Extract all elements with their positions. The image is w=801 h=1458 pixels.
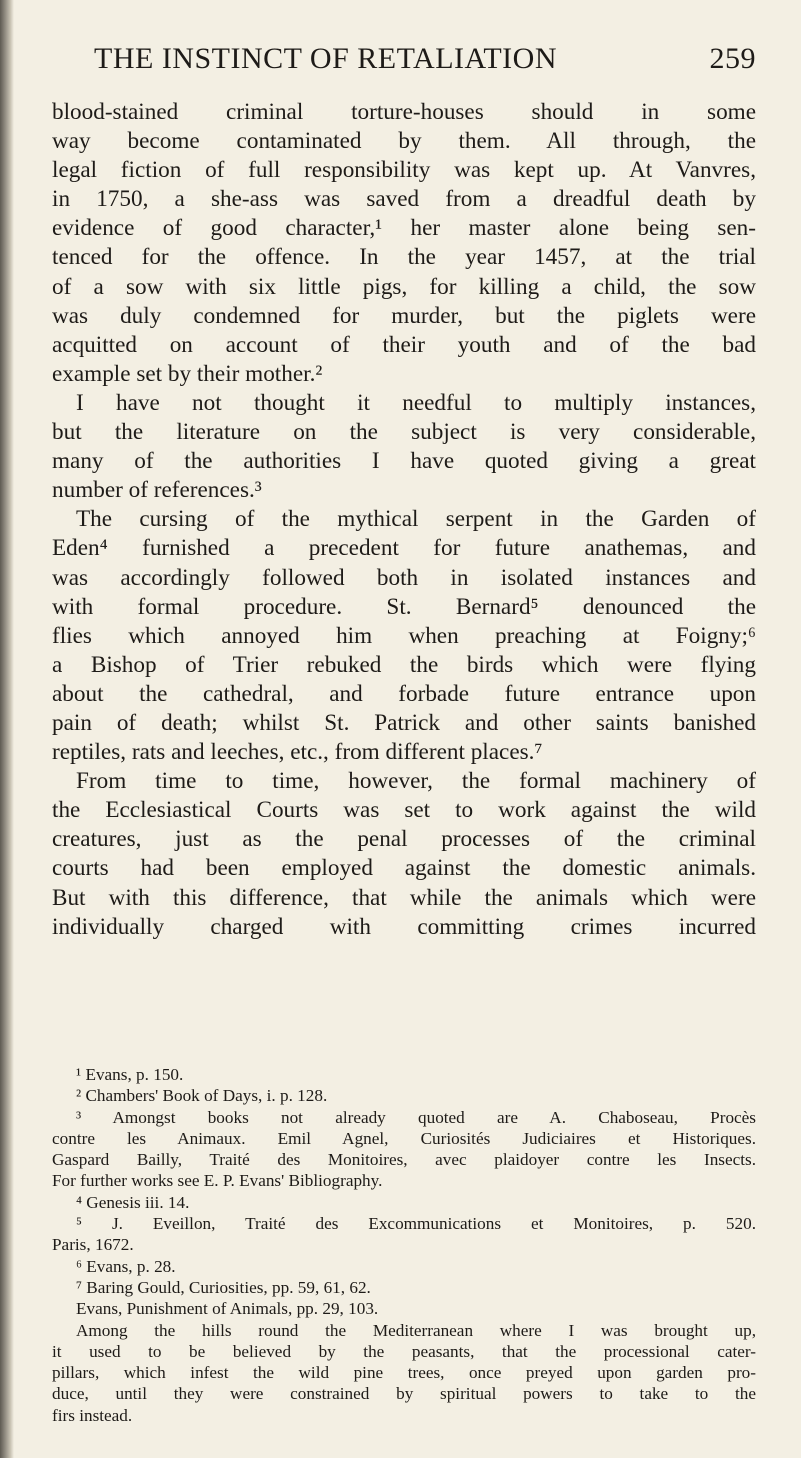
body-line: The cursing of the mythical serpent in the Garden of: [76, 506, 756, 533]
body-line: reptiles, rats and leeches, etc., from different places.⁷: [52, 739, 543, 766]
footnote-line: Evans, Punishment of Animals, pp. 29, 103.: [76, 1299, 379, 1319]
body-line: individually charged with committing crimes incurred: [52, 913, 756, 940]
body-line: was duly condemned for murder, but the piglets were: [52, 302, 756, 329]
footnote-line: firs instead.: [52, 1405, 133, 1425]
body-line: number of references.³: [52, 477, 262, 504]
body-line: courts had been employed against the domestic animals.: [52, 855, 756, 882]
footnote-line: duce, until they were constrained by spiritual powers to take to the: [52, 1384, 756, 1404]
body-line: legal fiction of full responsibility was kept up. At Vanvres,: [52, 157, 756, 184]
body-line: Eden⁴ furnished a precedent for future anathemas, and: [52, 535, 756, 562]
body-line: blood-stained criminal torture-houses should in some: [52, 99, 756, 125]
footnote-line: Gaspard Bailly, Traité des Monitoires, avec plaidoyer contre les Insects.: [52, 1150, 756, 1170]
footnote-line: For further works see E. P. Evans' Bibliography.: [52, 1171, 383, 1191]
footnote-line: ³ Amongst books not already quoted are A. Chaboseau, Procès: [76, 1107, 756, 1127]
body-line: a Bishop of Trier rebuked the birds which were flying: [52, 651, 756, 678]
body-line: many of the authorities I have quoted giving a great: [52, 448, 756, 475]
footnote-line: ¹ Evans, p. 150.: [76, 1065, 184, 1084]
body-line: with formal procedure. St. Bernard⁵ denounced the: [52, 593, 756, 620]
body-line: From time to time, however, the formal machinery of: [76, 768, 756, 795]
footnote-line: Among the hills round the Mediterranean where I was brought up,: [76, 1320, 756, 1340]
body-line: pain of death; whilst St. Patrick and other saints banished: [52, 709, 756, 736]
running-header: [56, 42, 756, 82]
footnote-line: ⁴ Genesis iii. 14.: [76, 1192, 190, 1212]
body-line: but the literature on the subject is very considerable,: [52, 419, 756, 446]
body-line: evidence of good character,¹ her master alone being sen-: [52, 215, 756, 242]
footnote-line: it used to be believed by the peasants, that the processional cater-: [52, 1341, 756, 1361]
body-line: in 1750, a she-ass was saved from a dreadful death by: [52, 186, 756, 213]
body-line: flies which annoyed him when preaching at Foigny;⁶: [52, 622, 756, 649]
body-line: example set by their mother.²: [52, 360, 323, 387]
footnote-line: ⁷ Baring Gould, Curiosities, pp. 59, 61, 62.: [76, 1277, 371, 1297]
body-line: of a sow with six little pigs, for killing a child, the sow: [52, 273, 756, 300]
footnote-line: Paris, 1672.: [52, 1235, 134, 1255]
body-line: was accordingly followed both in isolated instances and: [52, 564, 756, 591]
body-line: tenced for the offence. In the year 1457, at the trial: [52, 244, 756, 271]
running-title: THE INSTINCT OF RETALIATION: [94, 42, 558, 75]
body-line: about the cathedral, and forbade future entrance upon: [52, 680, 756, 707]
body-line: way become contaminated by them. All through, the: [52, 128, 756, 155]
footnote-line: ⁶ Evans, p. 28.: [76, 1256, 176, 1276]
footnote-line: contre les Animaux. Emil Agnel, Curiosités Judiciaires et Historiques.: [52, 1128, 756, 1148]
body-line: But with this difference, that while the animals which were: [52, 884, 756, 911]
footnotes: [52, 1064, 756, 1426]
page-number: 259: [709, 42, 756, 75]
body-line: creatures, just as the penal processes of the criminal: [52, 826, 756, 853]
body-line: acquitted on account of their youth and of the bad: [52, 331, 756, 358]
footnote-line: ² Chambers' Book of Days, i. p. 128.: [76, 1086, 328, 1106]
page-gutter-shadow: [0, 0, 14, 1458]
body-line: I have not thought it needful to multiply instances,: [76, 389, 756, 416]
footnote-line: pillars, which infest the wild pine trees, once preyed upon garden pro-: [52, 1363, 756, 1383]
body-text: [52, 98, 756, 942]
footnote-line: ⁵ J. Eveillon, Traité des Excommunications et Monitoires, p. 520.: [76, 1214, 756, 1234]
body-line: the Ecclesiastical Courts was set to work against the wild: [52, 797, 756, 824]
